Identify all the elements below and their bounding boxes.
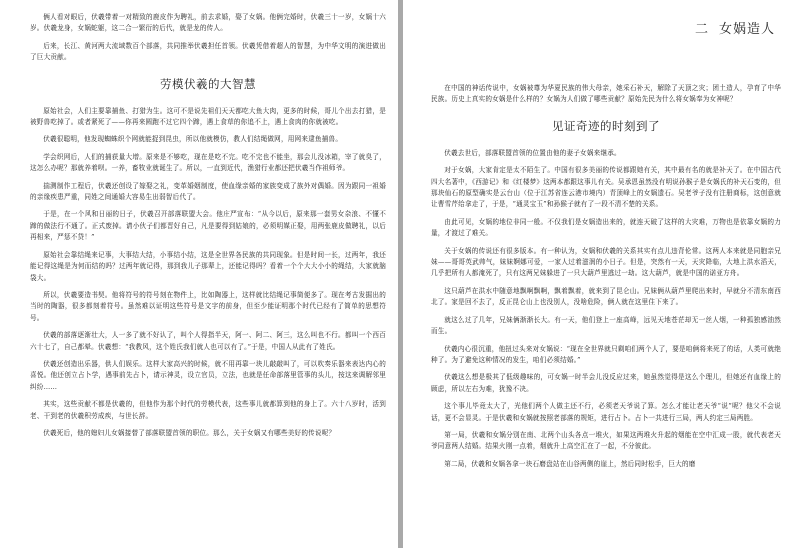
chapter-title: 女娲造人	[718, 22, 775, 37]
right-page	[403, 0, 799, 548]
paragraph: 第二局，伏羲和女娲各拿一块石磨盘站在山谷两侧的崖上，然后同时松手，巨大的磨	[444, 459, 696, 468]
chapter-number: 二	[694, 22, 709, 37]
paragraph: 就这么过了几年，兄妹俩渐渐长大。有一天，他们登上一座高峰，远见天地苍茫却无一丝人烟，一种孤独感油然而生。	[431, 315, 781, 336]
paragraph: 这只葫芦在洪水中随意地飘啊飘啊，飘着飘着，就来到了昆仑山。兄妹俩从葫芦里爬出来时，早就分不清东南西北了。家是回不去了，反正昆仑山上也没别人，没啥危险，俩人就在这里住下来了。	[431, 286, 781, 307]
paragraph: 对于女娲，大家肯定是太不陌生了。中国有很多美丽的传说都跟她有关，其中最有名的就是补天了。在中国古代四大名著中，《西游记》和《红楼梦》这两本都跟这事儿有关。吴承恩虽然没有明说孙猴子是女娲氏的补天石变的，但那块仙石的原型确实是云台山（位于江苏省连云港市境内）青顶峰上的女娲遗石。吴老爷子没有注册商标，这创意就让曹雪芹给拿走了，于是，“通灵宝玉”和孙猴子就有了一段不清不楚的关系。	[431, 166, 781, 209]
chapter-intro: 在中国的神话传说中，女娲被尊为华夏民族的伟大母亲，她采石补天，解除了天顶之灾；团土造人，孕育了中华民族。历史上真实的女娲是什么样的？女娲为人们做了哪些贡献？原始先民为什么将女娲奉为女神呢？	[431, 84, 781, 104]
section-title: 见证奇迹的时刻到了	[552, 118, 660, 133]
paragraph: 由此可见，女娲的地位非同一般。不仅我们是女娲造出来的，就连天破了这样的大灾难，万物也是依靠女娲的力量，才渡过了难关。	[431, 217, 781, 238]
paragraph: 关于女娲的传说还有很多版本。有一种认为，女娲和伏羲的关系其实有点儿违背伦常。这两人本来就是同胞亲兄妹——哥哥英武帅气，妹妹婀娜可爱，一家人过着滋润的小日子。但是，突然有一天，天灾降临，大地上洪水滔天，几乎把所有人都淹死了，只有这两兄妹躲进了一只大葫芦里逃过一劫。这大葫芦，就是中国的诺亚方舟。	[431, 246, 781, 278]
section-title: 劳模伏羲的大智慧	[160, 76, 256, 91]
paragraph: 于是，在一个风和日丽的日子，伏羲召开部落联盟大会。他庄严宣布：“从今以后，原来那一套男女杂浪、不懂不蹄的做法行不通了。正式废掉。请小伙子们都晋好自己，凡是要得到姑娘的，必须明媒正娶，用两张鹿皮做聘礼，以后再相来，严惩不贷！”	[30, 210, 386, 242]
paragraph: 原始社会靠结绳来记事，大事结大结，小事结小结，这是全世界各民族的共同现象。但是时间一长，过两年，我还能记得这绳是为何而结的吗？过两年就记得，那到我儿子那辈上，还能记得吗？看着一个个大大小小的绳结，大家就脑袋大。	[30, 250, 386, 282]
paragraph: 俩人看对眼后，伏羲带着一对精致的鹿皮作为聘礼，前去求婚，娶了女娲。他俩完婚时，伏羲三十一岁，女娲十六岁。伏羲龙身，女娲蛇躯，这二合一繁衍的后代，就是龙的传人。	[30, 13, 386, 33]
paragraph: 伏羲还创造出乐器，供人们娱乐。这样大家高兴的时候，就不用再靠一块儿敲敲叫了，可以吹奏乐器来表达内心的喜悦。他还创立占卜学，遇事前先占卜，请示神灵，设立官员，立法，也就是任命部落里管事的头儿，按这来调解邻里纠纷……	[30, 359, 386, 391]
paragraph: 伏羲去世后，部落联盟首领的位置由他的妻子女娲来继承。	[444, 148, 621, 157]
paragraph: 原始社会，人们主要靠捕鱼、打猎为生。这可不是说先祖们天天都吃大鱼大肉，更多的时候，哥儿个出去打猎，是被野兽吃掉了。或者紧死了——你再来圆跑不过它四个蹄，遇上食草的你追不上，遇上食肉的你就被吃。	[30, 106, 386, 127]
paragraph: 其实，这些贡献不都是伏羲的，但他作为那个时代的劳模代表，这些事儿就都算到他的身上了。六十八岁时，活到老、干到老的伏羲积劳成疾，与世长辞。	[30, 400, 386, 420]
paragraph: 这个事儿毕竟太大了，光他们两个人做主还不行，必须老天爷说了算。怎么才能让老天爷“说”呢？他父不会说话，更不会显灵。于是伏羲和女娲就按照老部落的规矩，进行占卜。占卜一共进行三局，两人约定三局两胜。	[431, 402, 781, 422]
paragraph: 伏羲这么想是极其了低级趣味的，可女娲一时半会儿没反应过来，她虽然觉得是这么个理儿，但她还有血缘上的顾虑，所以左右为难，犹豫不决。	[431, 373, 781, 393]
chapter-heading	[431, 18, 781, 37]
paragraph: 所以，伏羲要造书契。他将符号的符号刻在物件上，比如陶器上，这样就比结绳记事简便多了。现在考古发掘出的当时的陶器，很多都刻着符号。虽然难以证明这些符号是文字的前身，但至少能证明那个时代已经有了简单的思想符号。	[30, 290, 386, 322]
paragraph: 学会织网后，人们的捕获量大增。原来是不够吃，现在是吃不完。吃不完也不能坐，那会儿没冰箱，宰了就臭了，这怎么办呢？那就养着呗。一养，畜牧业就诞生了。所以，一直到近代，渔猎行业都还把伏羲当作祖师爷。	[30, 152, 386, 173]
paragraph: 揣测制作工程后，伏羲还创设了嫁娶之礼，变革婚姻制度，使血缘亲婚的家族变成了族外对偶婚。因为跟同一祖婚的亲缘疾患严重，同姓之间通婚大容易生出弱智后代了。	[30, 181, 386, 202]
paragraph: 伏羲的部落逐渐壮大，人一多了就不好认了，叫个人得指半天，阿一、阿二、阿三，这么叫也不行。都叫一个西百六十七了，自己都晕。伏羲想：“我教风，这个姓氏我们就人也可以有了。”于是，中国人从此有了姓氏。	[30, 331, 386, 351]
paragraph: 后来，长江、黄河两大流域数百个部落，共同推举伏羲担任首领。伏羲凭借着超人的智慧，为中华文明的演进做出了巨大贡献。	[30, 41, 386, 62]
left-page	[0, 0, 398, 548]
paragraph: 伏羲死后，他的媳妇儿女娲接替了部落联盟首领的职位。那么，关于女娲又有哪些美好的传说呢？	[43, 428, 336, 437]
paragraph: 第一局，伏羲和女娲分别在南、北两个山头各点一堆火，如果这两堆火升起的烟能在空中汇成一股，就代表老天爷同意两人结婚。结果火刚一点着，烟就升上高空汇在了一起，不分彼此。	[431, 430, 781, 451]
paragraph: 伏羲内心很沉重，他扭过头来对女娲说：“现在全世界就只剩咱们两个人了，要是咱俩将来死了的话，人类可就绝种了。为了避免这种情况的发生，咱们必须结婚。”	[431, 344, 781, 364]
paragraph: 伏羲很聪明，他发现蜘蛛织个网就能捉到昆虫，所以他就模仿，教人们结绳做网，用网来逮鱼捕兽。	[43, 135, 343, 144]
